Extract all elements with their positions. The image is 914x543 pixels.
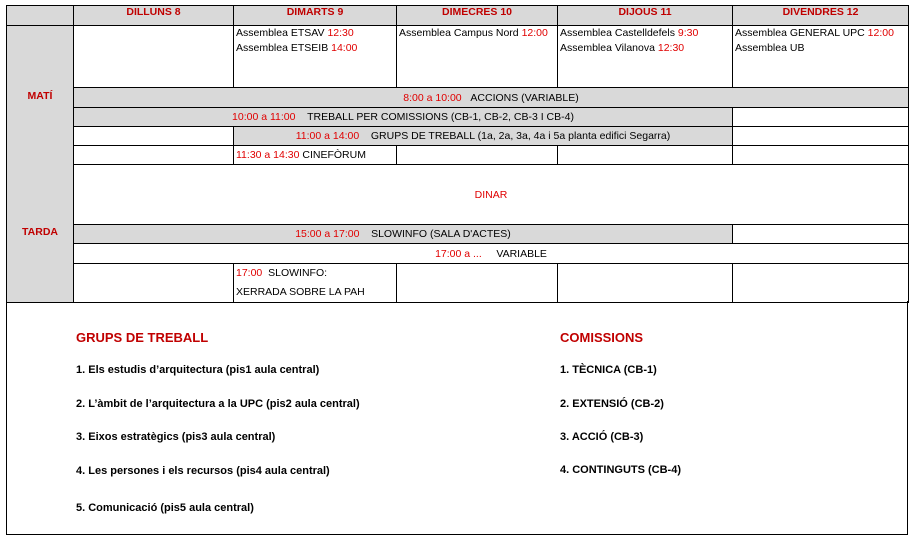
list-item: 3. ACCIÓ (CB-3) xyxy=(560,431,644,443)
period-afternoon: TARDA xyxy=(22,226,58,238)
row-accions: 8:00 a 10:00 ACCIONS (VARIABLE) xyxy=(74,88,909,107)
xerrada-cell: 17:00 SLOWINFO: XERRADA SOBRE LA PAH xyxy=(234,263,397,302)
row-grups-treball: 11:00 a 14:00 GRUPS DE TREBALL (1a, 2a, 3a, 4a i 5a planta edifici Segarra) xyxy=(234,126,733,145)
schedule-table xyxy=(6,5,909,303)
list-item: 4. Les persones i els recursos (pis4 aula central) xyxy=(76,465,330,477)
assembly-entry: Assemblea Castelldefels 9:30 xyxy=(560,27,699,39)
working-groups-list xyxy=(76,330,536,530)
list-item: 5. Comunicació (pis5 aula central) xyxy=(76,502,254,514)
tuesday-assemblies xyxy=(234,26,397,88)
wednesday-assemblies xyxy=(397,26,558,88)
period-morning: MATÍ xyxy=(27,90,53,102)
row-treball-comissions: 10:00 a 11:00 TREBALL PER COMISSIONS (CB-1, CB-2, CB-3 I CB-4) xyxy=(74,107,733,126)
header-corner xyxy=(7,6,74,26)
period-column xyxy=(7,26,74,303)
legend-section xyxy=(6,301,908,535)
day-header-wed: DIMECRES 10 xyxy=(397,6,558,26)
empty-cell xyxy=(397,145,558,164)
empty-cell xyxy=(558,145,733,164)
assembly-entry: Assemblea Campus Nord 12:00 xyxy=(399,27,548,39)
cineforum-cell: 11:30 a 14:30 CINEFÒRUM xyxy=(234,145,397,164)
empty-cell xyxy=(558,263,733,302)
commissions-list xyxy=(560,330,860,530)
empty-cell xyxy=(733,145,909,164)
row-variable: 17:00 a ... VARIABLE xyxy=(74,244,909,263)
monday-assemblies xyxy=(74,26,234,88)
list-item: 2. EXTENSIÓ (CB-2) xyxy=(560,398,664,410)
row-slowinfo: 15:00 a 17:00 SLOWINFO (SALA D'ACTES) xyxy=(74,225,733,244)
assembly-entry: Assemblea ETSAV 12:30 xyxy=(236,27,354,39)
day-header-tue: DIMARTS 9 xyxy=(234,6,397,26)
list-item: 4. CONTINGUTS (CB-4) xyxy=(560,464,681,476)
day-header-fri: DIVENDRES 12 xyxy=(733,6,909,26)
empty-cell xyxy=(733,126,909,145)
day-header-mon: DILLUNS 8 xyxy=(74,6,234,26)
empty-cell xyxy=(733,225,909,244)
assembly-entry: Assemblea GENERAL UPC 12:00 xyxy=(735,27,894,39)
empty-cell xyxy=(397,263,558,302)
empty-cell xyxy=(733,107,909,126)
assembly-entry: Assemblea UB xyxy=(735,42,805,54)
list-item: 3. Eixos estratègics (pis3 aula central) xyxy=(76,431,276,443)
empty-cell xyxy=(74,263,234,302)
day-header-thu: DIJOUS 11 xyxy=(558,6,733,26)
assembly-entry: Assemblea ETSEIB 14:00 xyxy=(236,42,358,54)
thursday-assemblies xyxy=(558,26,733,88)
list-item: 2. L’àmbit de l’arquitectura a la UPC (pis2 aula central) xyxy=(76,398,360,410)
commissions-title: COMISSIONS xyxy=(560,330,644,345)
assembly-entry: Assemblea Vilanova 12:30 xyxy=(560,42,685,54)
friday-assemblies xyxy=(733,26,909,88)
list-item: 1. TÈCNICA (CB-1) xyxy=(560,364,657,376)
empty-cell xyxy=(733,263,909,302)
working-groups-title: GRUPS DE TREBALL xyxy=(76,330,209,345)
empty-cell xyxy=(74,145,234,164)
empty-cell xyxy=(74,126,234,145)
lunch-row: DINAR xyxy=(74,164,909,224)
list-item: 1. Els estudis d’arquitectura (pis1 aula central) xyxy=(76,364,320,376)
